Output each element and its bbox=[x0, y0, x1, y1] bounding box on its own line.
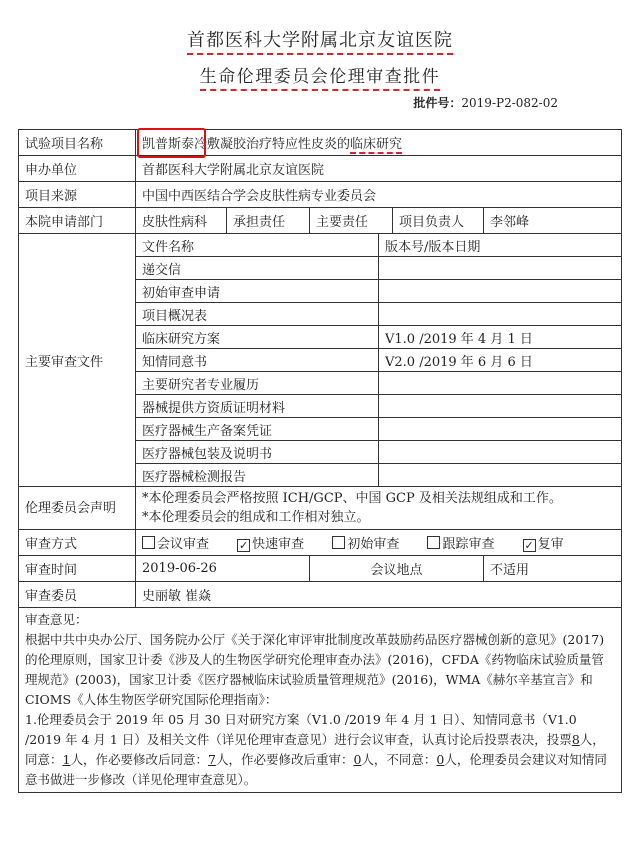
main-resp-label: 主要责任 bbox=[310, 208, 393, 234]
docs-header-name: 文件名称 bbox=[136, 234, 379, 257]
doc-row: 医疗器械生产备案凭证 bbox=[136, 418, 621, 441]
doc-row: 初始审查申请 bbox=[136, 280, 621, 303]
doc-row: 递交信 bbox=[136, 257, 621, 280]
committee-title: 生命伦理委员会伦理审查批件 bbox=[0, 62, 640, 87]
doc-row: 项目概况表 bbox=[136, 303, 621, 326]
applicant-label: 申办单位 bbox=[19, 156, 136, 182]
method-initial: 初始审查 bbox=[332, 537, 399, 552]
method-follow: 跟踪审查 bbox=[427, 537, 494, 552]
time-label: 审查时间 bbox=[19, 556, 136, 582]
approval-table bbox=[18, 129, 622, 793]
approval-number: 批件号：2019-P2-082-02 bbox=[413, 96, 558, 110]
method-options bbox=[136, 530, 622, 556]
leader-label: 项目负责人 bbox=[393, 208, 484, 234]
checkbox-icon bbox=[427, 536, 440, 549]
declaration-text: *本伦理委员会严格按照 ICH/GCP、中国 GCP 及相关法规组成和工作。 *本伦理委员会的组成和工作相对独立。 bbox=[136, 487, 622, 530]
source-label: 项目来源 bbox=[19, 182, 136, 208]
opinion-item-1: 1.伦理委员会于 2019 年 05 月 30 日对研究方案（V1.0 /2019 年 4 月 1 日）、知情同意书（V1.0 /2019 年 4 月 1 日）及相关文件（详见伦理审查意见）进行会议审查，认真讨论后投票表决，投票8人，同意：1人，作必要修改后同意：7人，作必要修改后重审：0人，不同意：0人，伦理委员会建议对知情同意书做进一步修改（详见伦理审查意见）。 bbox=[25, 712, 607, 787]
method-quick: ✓ 快速审查 bbox=[239, 537, 305, 552]
trial-name-value: 凯普斯泰冷敷凝胶治疗特应性皮炎的临床研究 bbox=[136, 130, 622, 156]
method-meeting: 会议审查 bbox=[142, 537, 209, 552]
members-value: 史丽敏 崔焱 bbox=[136, 582, 622, 608]
method-recheck: ✓ 复审 bbox=[524, 537, 564, 552]
doc-row: 医疗器械检测报告 bbox=[136, 464, 621, 487]
applicant-value: 首都医科大学附属北京友谊医院 bbox=[136, 156, 622, 182]
opinion-section bbox=[19, 608, 622, 793]
venue-label: 会议地点 bbox=[310, 556, 484, 582]
doc-row: 知情同意书 V2.0 /2019 年 6 月 6 日 bbox=[136, 349, 621, 372]
docs-label: 主要审查文件 bbox=[19, 234, 136, 487]
opinion-title: 审查意见： bbox=[25, 612, 88, 627]
source-value: 中国中西医结合学会皮肤性病专业委员会 bbox=[136, 182, 622, 208]
doc-row: 主要研究者专业履历 bbox=[136, 372, 621, 395]
method-label: 审查方式 bbox=[19, 530, 136, 556]
dept-value: 皮肤性病科 bbox=[136, 208, 227, 234]
doc-row: 医疗器械包装及说明书 bbox=[136, 441, 621, 464]
checkbox-checked-icon: ✓ bbox=[524, 539, 534, 552]
venue-value: 不适用 bbox=[484, 556, 622, 582]
checkbox-checked-icon: ✓ bbox=[239, 539, 249, 552]
opinion-paragraph: 根据中共中央办公厅、国务院办公厅《关于深化审评审批制度改革鼓励药品医疗器械创新的意见》(2017)的伦理原则，国家卫计委《涉及人的生物医学研究伦理审查办法》(2016)，CFDA《药物临床试验质量管理规范》(2003)，国家卫计委《医疗器械临床试验质量管理规范》(2016)，WMA《赫尔辛基宣言》和 CIOMS《人体生物医学研究国际伦理指南》： bbox=[25, 632, 605, 707]
leader-value: 李邻峰 bbox=[484, 208, 622, 234]
checkbox-icon bbox=[332, 536, 345, 549]
trial-name-label: 试验项目名称 bbox=[19, 130, 136, 156]
declaration-label: 伦理委员会声明 bbox=[19, 487, 136, 530]
highlight-box bbox=[137, 128, 206, 158]
dept-label: 本院申请部门 bbox=[19, 208, 136, 234]
hospital-title: 首都医科大学附属北京友谊医院 bbox=[0, 26, 640, 52]
doc-row: 临床研究方案 V1.0 /2019 年 4 月 1 日 bbox=[136, 326, 621, 349]
docs-header-version: 版本号/版本日期 bbox=[379, 234, 622, 257]
docs-table bbox=[136, 234, 621, 486]
checkbox-icon bbox=[142, 536, 155, 549]
time-value: 2019-06-26 bbox=[136, 556, 310, 582]
doc-row: 器械提供方资质证明材料 bbox=[136, 395, 621, 418]
members-label: 审查委员 bbox=[19, 582, 136, 608]
resp-label: 承担责任 bbox=[227, 208, 310, 234]
